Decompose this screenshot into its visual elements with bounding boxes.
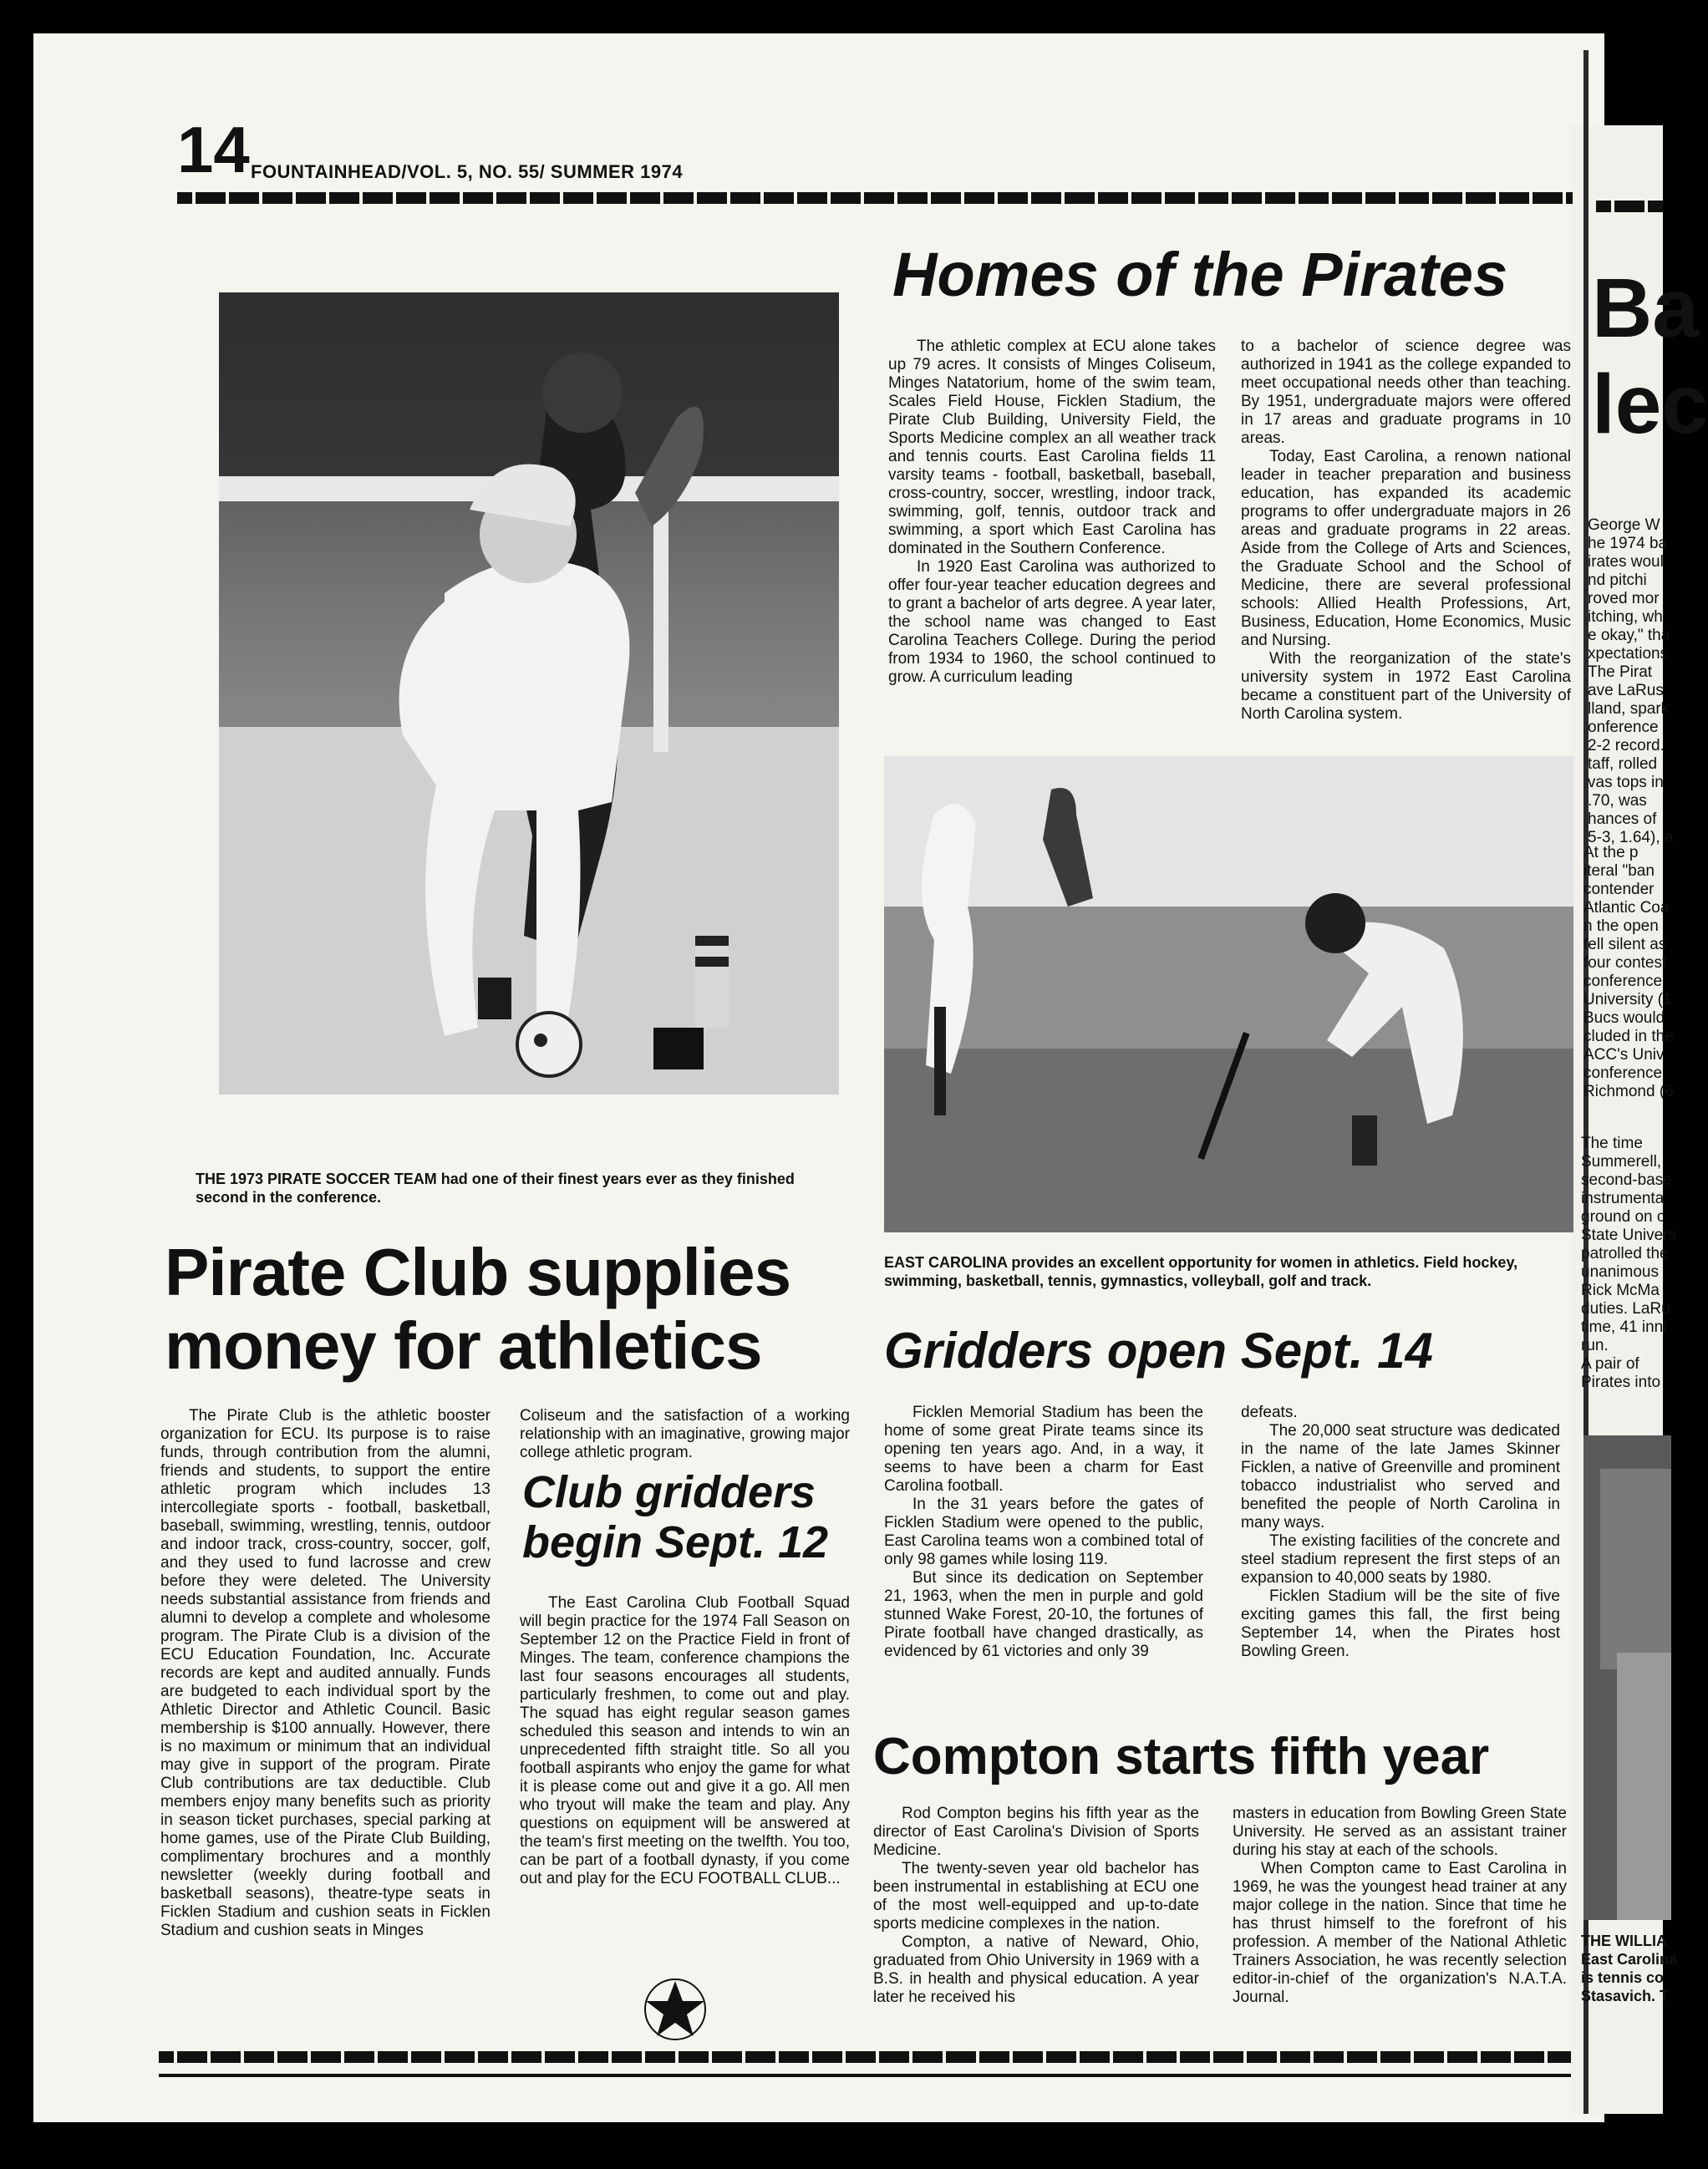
field-hockey-photo-image bbox=[884, 756, 1573, 1232]
right-page-caption bbox=[1581, 1932, 1678, 2005]
homes-col1-para2: In 1920 East Carolina was authorized to offer four-year teacher education degrees and to grant a bachelor of arts degree. A year later, the school name was changed to East Carolina Teachers College. During the period from 1934 to 1960, the school continued to grow. A curriculum leading bbox=[888, 558, 1216, 686]
right-page-text-a bbox=[1588, 516, 1674, 847]
field-hockey-photo bbox=[884, 756, 1573, 1232]
right-page-text-a-line: lland, spark bbox=[1588, 700, 1670, 718]
compton-col2 bbox=[1233, 1805, 1567, 2007]
right-page-text-c-line: patrolled the bbox=[1581, 1245, 1669, 1262]
right-page-text-a-line: e okay," tha bbox=[1588, 627, 1670, 644]
right-page-text-b-line: conference bbox=[1583, 1064, 1663, 1082]
right-page-text-a-line: taff, rolled bbox=[1588, 755, 1658, 773]
right-page-text-a-line: irates woul bbox=[1588, 553, 1664, 571]
right-page-headline-line1: Ba bbox=[1592, 262, 1699, 355]
gridders-col1 bbox=[884, 1404, 1203, 1661]
right-page-headline-line2: lec bbox=[1592, 358, 1708, 451]
right-page-text-b-line: conference bbox=[1583, 973, 1663, 990]
homes-col2 bbox=[1241, 338, 1571, 724]
club-gridders-headline-line2: begin Sept. 12 bbox=[522, 1517, 829, 1567]
compton-col2-para2: When Compton came to East Carolina in 1969, he was the youngest head trainer at any major college in the nation. Since that time he has thrust himself to the forefront of his profession. A member of the National Athletic Trainers Association, he was recently selection editor-in-chief of the organization's N.A.T.A. Journal. bbox=[1233, 1860, 1567, 2006]
gridders-col2-para3: The existing facilities of the concrete and steel stadium represent the first steps of an expansion to 40,000 seats by 1980. bbox=[1241, 1532, 1560, 1587]
right-page-caption-line: Stasavich. T bbox=[1581, 1988, 1670, 2004]
right-page-text-a-line: .70, was bbox=[1588, 792, 1647, 810]
homes-col2-para1: to a bachelor of science degree was authorized in 1941 as the college expanded to meet occupational needs other than teaching. By 1951, undergraduate majors were offered in 17 areas and graduate programs in 10 areas. bbox=[1241, 338, 1571, 447]
club-gridders-headline-line1: Club gridders bbox=[522, 1467, 816, 1517]
right-page-text-a-line: 5-3, 1.64), a bbox=[1588, 829, 1674, 846]
right-page-text-a-line: he 1974 ba bbox=[1588, 535, 1668, 552]
right-page-caption-line: is tennis co bbox=[1581, 1969, 1665, 1986]
right-page-text-c-line: A pair of bbox=[1581, 1355, 1639, 1373]
homes-col2-para3: With the reorganization of the state's university system in 1972 East Carolina became a constituent part of the University of North Carolina system. bbox=[1241, 650, 1571, 723]
right-page-text-a-line: 2-2 record. bbox=[1588, 737, 1665, 754]
soccer-photo bbox=[219, 292, 839, 1095]
right-page-text-c-line: time, 41 inni bbox=[1581, 1318, 1667, 1336]
right-page-text-a-line: vas tops in bbox=[1588, 774, 1664, 791]
right-page-text-b-line: ACC's Univ bbox=[1583, 1046, 1665, 1064]
right-page-text-b-line: Bucs would bbox=[1583, 1009, 1665, 1027]
page-number: 14 bbox=[177, 113, 250, 186]
homes-col2-para2: Today, East Carolina, a renown national leader in teacher preparation and business education, has expanded its academic programs to offer undergraduate majors in 26 areas and graduate programs in 22 areas. Aside from the College of Arts and Sciences, the Graduate School and the School of Medicine, there are several professional schools: Allied Health Professions, Art, Business, Education, Home Economics, Music and Nursing. bbox=[1241, 448, 1571, 649]
footer-rule bbox=[159, 2051, 1571, 2063]
right-page-text-b-line: n the open bbox=[1583, 917, 1659, 935]
gridders-col1-para3: But since its dedication on September 21, 1963, when the men in purple and gold stunned Wake Forest, 20-10, the fortunes of Pirate football have changed drastically, as evidenced by 61 victories and only 39 bbox=[884, 1569, 1203, 1660]
gridders-col2-para1: defeats. bbox=[1241, 1404, 1298, 1421]
right-page-text-c-line: Rick McMa bbox=[1581, 1282, 1660, 1299]
field-hockey-caption: EAST CAROLINA provides an excellent opportunity for women in athletics. Field hockey, swimming, basketball, tennis, gymnastics, volleyball, golf and track. bbox=[884, 1254, 1518, 1289]
right-page-text-a-line: roved mor bbox=[1588, 590, 1660, 607]
gridders-col1-para1: Ficklen Memorial Stadium has been the home of some great Pirate teams since its opening ten years ago. And, in a way, it seems to have been a charm for East Carolina football. bbox=[884, 1404, 1203, 1495]
right-page-text-a-line: nd pitchi bbox=[1588, 571, 1647, 589]
right-page-text-c-line: The time bbox=[1581, 1135, 1643, 1152]
right-page-text-c-line: second-base bbox=[1581, 1171, 1672, 1189]
gridders-col2-para2: The 20,000 seat structure was dedicated in the name of the late James Skinner Ficklen, a native of Greenville and prominent tobacco industrialist who served and benefited the people of North Carolina in many ways. bbox=[1241, 1422, 1560, 1532]
right-page-text-b-line: cluded in the bbox=[1583, 1028, 1674, 1045]
right-page-text-b-line: iteral "ban bbox=[1583, 862, 1655, 880]
right-page-text-a-line: The Pirat bbox=[1588, 663, 1653, 681]
club-gridders-body bbox=[520, 1594, 850, 1888]
right-page-text-c-line: unanimous bbox=[1581, 1263, 1659, 1281]
right-page-text-a-line: xpectations bbox=[1588, 645, 1669, 663]
gridders-col1-para2: In the 31 years before the gates of Ficklen Stadium were opened to the public, East Carolina teams won a combined total of only 98 games while losing 119. bbox=[884, 1496, 1203, 1568]
right-page-text-c-line: run. bbox=[1581, 1337, 1609, 1354]
soccer-caption: THE 1973 PIRATE SOCCER TEAM had one of their finest years ever as they finished second in the conference. bbox=[196, 1171, 795, 1206]
right-page-text-b-line: Richmond (6 bbox=[1583, 1083, 1674, 1100]
pirate-club-col1-para1: The Pirate Club is the athletic booster organization for ECU. Its purpose is to raise funds, through contribution from the alumni, friends and students, to support the entire athletic program which includes 13 intercollegiate sports - football, basketball, baseball, swimming, wrestling, tennis, outdoor and indoor track, cross-country, soccer, golf, and they used to fund lacrosse and crew before they were deleted. The University needs substantial assistance from friends and alumni to develop a complete and wholesome program. The Pirate Club is a division of the ECU Education Foundation, Inc. Accurate records are kept and audited annually. Funds are budgeted to each individual sport by the Athletic Director and Athletic Council. Basic membership is $100 annually. However, there is no maximum or minimum that an individual may give in support of the program. Pirate Club contributions are tax deductible. Club members enjoy many benefits such as priority in season ticket purchases, special parking at home games, use of the Pirate Club Building, complimentary brochures and a monthly newsletter (weekly during football and basketball seasons), theatre-type seats in Ficklen Stadium and cushion seats in Ficklen Stadium and cushion seats in Minges bbox=[160, 1407, 491, 1939]
pirate-club-col2 bbox=[520, 1407, 850, 1462]
homes-col1 bbox=[888, 338, 1216, 687]
right-page-caption-line: East Carolina bbox=[1581, 1951, 1678, 1968]
gridders-headline: Gridders open Sept. 14 bbox=[884, 1323, 1433, 1379]
compton-col1-para3: Compton, a native of Neward, Ohio, graduated from Ohio University in 1969 with a B.S. in health and physical education. A year later he received his bbox=[873, 1933, 1199, 2006]
homes-headline: Homes of the Pirates bbox=[892, 240, 1508, 309]
right-page-text-b-line: At the p bbox=[1583, 844, 1639, 861]
right-page-text-c-line: duties. LaRu bbox=[1581, 1300, 1670, 1318]
pirate-club-col2-para1: Coliseum and the satisfaction of a working relationship with an imaginative, growing major college athletic program. bbox=[520, 1407, 850, 1461]
right-page-text-a-line: ave LaRus bbox=[1588, 682, 1664, 699]
compton-col1 bbox=[873, 1805, 1199, 2007]
compton-col2-para1: masters in education from Bowling Green State University. He served as an assistant trainer during his stay at each of the schools. bbox=[1233, 1805, 1567, 1859]
right-page-text-b-line: Atlantic Coa bbox=[1583, 899, 1670, 917]
right-page-caption-line: THE WILLIA bbox=[1581, 1933, 1667, 1949]
right-page-text-a-line: onference bbox=[1588, 719, 1659, 736]
header-rule bbox=[177, 192, 1573, 204]
compton-col1-para1: Rod Compton begins his fifth year as the director of East Carolina's Division of Sports Medicine. bbox=[873, 1805, 1199, 1859]
right-page-text-c-line: ground on c bbox=[1581, 1208, 1665, 1226]
right-page-text-b-line: contender bbox=[1583, 881, 1655, 898]
pirate-club-headline-line1: Pirate Club supplies bbox=[165, 1235, 791, 1309]
right-page-text-b-line: four contest bbox=[1583, 954, 1667, 972]
homes-col1-para1: The athletic complex at ECU alone takes up 79 acres. It consists of Minges Coliseum, Minges Natatorium, home of the swim team, Scales Field House, Ficklen Stadium, the Pirate Club Building, University Field, the Sports Medicine complex an all weather track and tennis courts. East Carolina fields 11 varsity teams - football, basketball, baseball, cross-country, soccer, wrestling, indoor track, swimming, golf, tennis, outdoor track and swimming, a sport which East Carolina has dominated in the Southern Conference. bbox=[888, 338, 1216, 557]
compton-col1-para2: The twenty-seven year old bachelor has been instrumental in establishing at ECU one of the most well-equipped and up-to-date sports medicine complexes in the nation. bbox=[873, 1860, 1199, 1933]
footer-solid-rule bbox=[159, 2074, 1571, 2077]
right-page-text-c-line: State Univers bbox=[1581, 1227, 1677, 1244]
soccer-photo-image bbox=[219, 292, 839, 1095]
gridders-col2-para4: Ficklen Stadium will be the site of five exciting games this fall, the first being September 14, when the Pirates host Bowling Green. bbox=[1241, 1587, 1560, 1660]
right-page-text-c-line: Pirates into bbox=[1581, 1374, 1661, 1391]
right-page-text-b-line: University (1 bbox=[1583, 991, 1672, 1008]
right-page-photo-image bbox=[1583, 1435, 1671, 1920]
right-page-text-b-line: fell silent as bbox=[1583, 936, 1667, 953]
right-page-photo bbox=[1583, 1435, 1671, 1920]
compton-headline: Compton starts fifth year bbox=[873, 1728, 1490, 1785]
right-page-header-rule bbox=[1596, 201, 1663, 212]
masthead: FOUNTAINHEAD/VOL. 5, NO. 55/ SUMMER 1974 bbox=[251, 161, 684, 182]
star-icon bbox=[642, 1976, 709, 2043]
club-gridders-para1: The East Carolina Club Football Squad will begin practice for the 1974 Fall Season on September 12 on the Practice Field in front of Minges. The team, conference champions the last four seasons encourages all students, particularly freshmen, to come out and play. The squad has eight regular season games scheduled this season and intends to win an unprecedented fifth straight title. So all you football aspirants who enjoy the game for what it is please come out and give it a go. All men who tryout will make the team and play. Any questions on equipment will be answered at the team's first meeting on the twelfth. You too, can be part of a football dynasty, if you come out and play for the ECU FOOTBALL CLUB... bbox=[520, 1594, 850, 1887]
gridders-col2 bbox=[1241, 1404, 1560, 1661]
right-page-text-a-line: George W bbox=[1588, 516, 1660, 534]
right-page-text-c-line: Summerell, bbox=[1581, 1153, 1662, 1171]
right-page-text-c bbox=[1581, 1135, 1677, 1392]
pirate-club-col1 bbox=[160, 1407, 491, 1940]
pirate-club-headline-line2: money for athletics bbox=[165, 1308, 762, 1383]
right-page-text-b bbox=[1583, 844, 1674, 1101]
right-page-text-c-line: instrumenta bbox=[1581, 1190, 1665, 1207]
right-page-text-a-line: hances of bbox=[1588, 810, 1657, 828]
right-page-text-a-line: itching, wh bbox=[1588, 608, 1663, 626]
